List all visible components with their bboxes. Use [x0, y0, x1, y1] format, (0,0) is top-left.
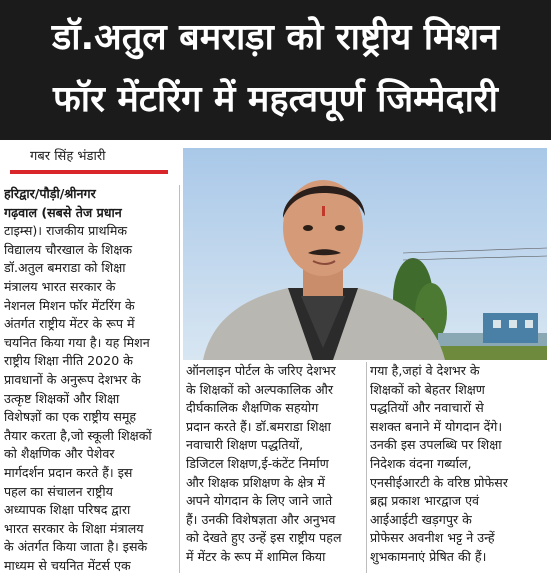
text-line: शुभकामनाएं प्रेषित की हैं।	[370, 548, 487, 564]
column-divider	[179, 185, 180, 573]
text-line: दीर्घकालिक शैक्षणिक सहयोग	[186, 400, 319, 416]
article-column-1	[4, 185, 174, 575]
text-line: हैं। उनकी विशेषज्ञता और अनुभव	[186, 511, 336, 527]
text-line: उनकी इस उपलब्धि पर शिक्षा	[370, 437, 502, 453]
portrait-photo	[183, 148, 547, 360]
text-line: मार्गदर्शन प्रदान करते हैं। इस	[4, 464, 133, 480]
text-line: विद्यालय चौरखाल के शिक्षक	[4, 241, 133, 257]
headline-banner	[0, 0, 551, 140]
article-column-3	[370, 362, 546, 567]
text-line: उत्कृष्ट शिक्षकों और शिक्षा	[4, 390, 120, 406]
author-byline: गबर सिंह भंडारी	[30, 149, 106, 164]
text-line: के अंतर्गत किया जाता है। इसके	[4, 539, 148, 555]
article-column-2	[186, 362, 362, 567]
text-line: प्रावधानों के अनुरूप देशभर के	[4, 371, 141, 387]
text-line: नेशनल मिशन फॉर मेंटरिंग के	[4, 297, 135, 313]
text-line: ब्रह्म प्रकाश भारद्वाज एवं	[370, 493, 480, 509]
text-line: टाइम्स)। राजकीय प्राथमिक	[4, 223, 128, 239]
column-divider	[366, 362, 367, 573]
text-line: मंत्रालय भारत सरकार के	[4, 278, 116, 294]
text-line: में मेंटर के रूप में शामिल किया	[186, 548, 326, 564]
text-line: गया है,जहां वे देशभर के	[370, 363, 480, 378]
text-line: के शिक्षकों को अल्पकालिक और	[186, 381, 334, 397]
text-line: भारत सरकार के शिक्षा मंत्रालय	[4, 520, 144, 536]
dateline-line-2: गढ़वाल (सबसे तेज प्रधान	[4, 204, 122, 220]
text-line: को शैक्षणिक और पेशेवर	[4, 446, 115, 462]
text-line: नवाचारी शिक्षण पद्धतियों,	[186, 437, 304, 453]
text-line: शिक्षकों को बेहतर शिक्षण	[370, 381, 485, 397]
dateline-line-1: हरिद्वार/पौड़ी/श्रीनगर	[4, 186, 96, 201]
text-line: पहल का संचालन राष्ट्रीय	[4, 483, 113, 499]
headline-line-1: डॉ.अतुल बमराड़ा को राष्ट्रीय मिशन	[51, 17, 500, 58]
text-line: प्रदान करते हैं। डॉ.बमराडा शिक्षा	[186, 418, 331, 434]
text-line: अपने योगदान के लिए जाने जाते	[186, 493, 333, 509]
text-line: डॉ.अतुल बमराडा को शिक्षा	[4, 260, 126, 276]
text-line: सशक्त बनाने में योगदान देंगे।	[370, 418, 503, 434]
text-line: तैयार करता है,जो स्कूली शिक्षकों	[4, 427, 152, 443]
text-line: पद्धतियों और नवाचारों से	[370, 400, 484, 416]
text-line: चयनित किया गया है। यह मिशन	[4, 334, 150, 350]
headline-line-2: फॉर मेंटरिंग में महत्वपूर्ण जिम्मेदारी	[53, 79, 498, 120]
text-line: राष्ट्रीय शिक्षा नीति 2020 के	[4, 353, 133, 369]
text-line: निदेशक वंदना गर्ब्याल,	[370, 455, 472, 471]
text-line: डिजिटल शिक्षण,ई-कंटेंट निर्माण	[186, 455, 329, 471]
text-line: आईआईटी खड़गपुर के	[370, 511, 472, 527]
text-line: माध्यम से चयनित मेंटर्स एक	[4, 557, 131, 573]
text-line: अंतर्गत राष्ट्रीय मेंटर के रूप में	[4, 316, 135, 332]
byline-accent-rule	[10, 170, 168, 174]
text-line: और शिक्षक प्रशिक्षण के क्षेत्र में	[186, 474, 325, 490]
text-line: एनसीईआरटी के वरिष्ठ प्रोफेसर	[370, 474, 508, 490]
text-line: अध्यापक शिक्षा परिषद द्वारा	[4, 502, 131, 518]
text-line: ऑनलाइन पोर्टल के जरिए देशभर	[186, 363, 336, 378]
text-line: को देखते हुए उन्हें इस राष्ट्रीय पहल	[186, 530, 342, 546]
text-line: विशेषज्ञों का एक राष्ट्रीय समूह	[4, 409, 137, 425]
text-line: प्रोफेसर अवनीश भट्ट ने उन्हें	[370, 530, 495, 546]
